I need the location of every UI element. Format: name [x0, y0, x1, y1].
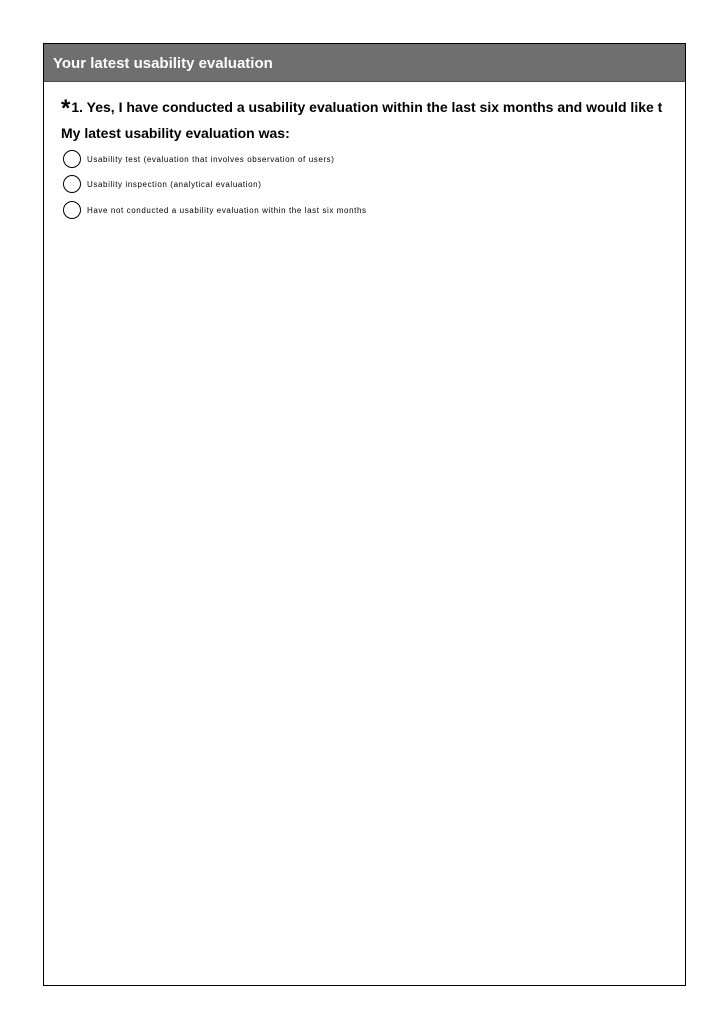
option-label: Have not conducted a usability evaluation within the last six months — [87, 205, 367, 215]
radio-button[interactable] — [63, 175, 81, 193]
question-heading — [61, 95, 663, 122]
option-usability-inspection[interactable] — [63, 174, 261, 194]
option-label: Usability inspection (analytical evaluation) — [87, 179, 262, 189]
option-no-evaluation[interactable] — [63, 200, 367, 220]
section-title: Your latest usability evaluation — [53, 55, 273, 72]
survey-page — [43, 43, 686, 986]
radio-button[interactable] — [63, 201, 81, 219]
question-subtext: My latest usability evaluation was: — [61, 125, 290, 141]
section-header — [44, 44, 685, 82]
option-usability-test[interactable] — [63, 149, 335, 169]
radio-button[interactable] — [63, 150, 81, 168]
required-marker: * — [61, 95, 71, 122]
option-label: Usability test (evaluation that involves observation of users) — [87, 154, 335, 164]
question-text: 1. Yes, I have conducted a usability evaluation within the last six months and would like t — [71, 99, 663, 115]
